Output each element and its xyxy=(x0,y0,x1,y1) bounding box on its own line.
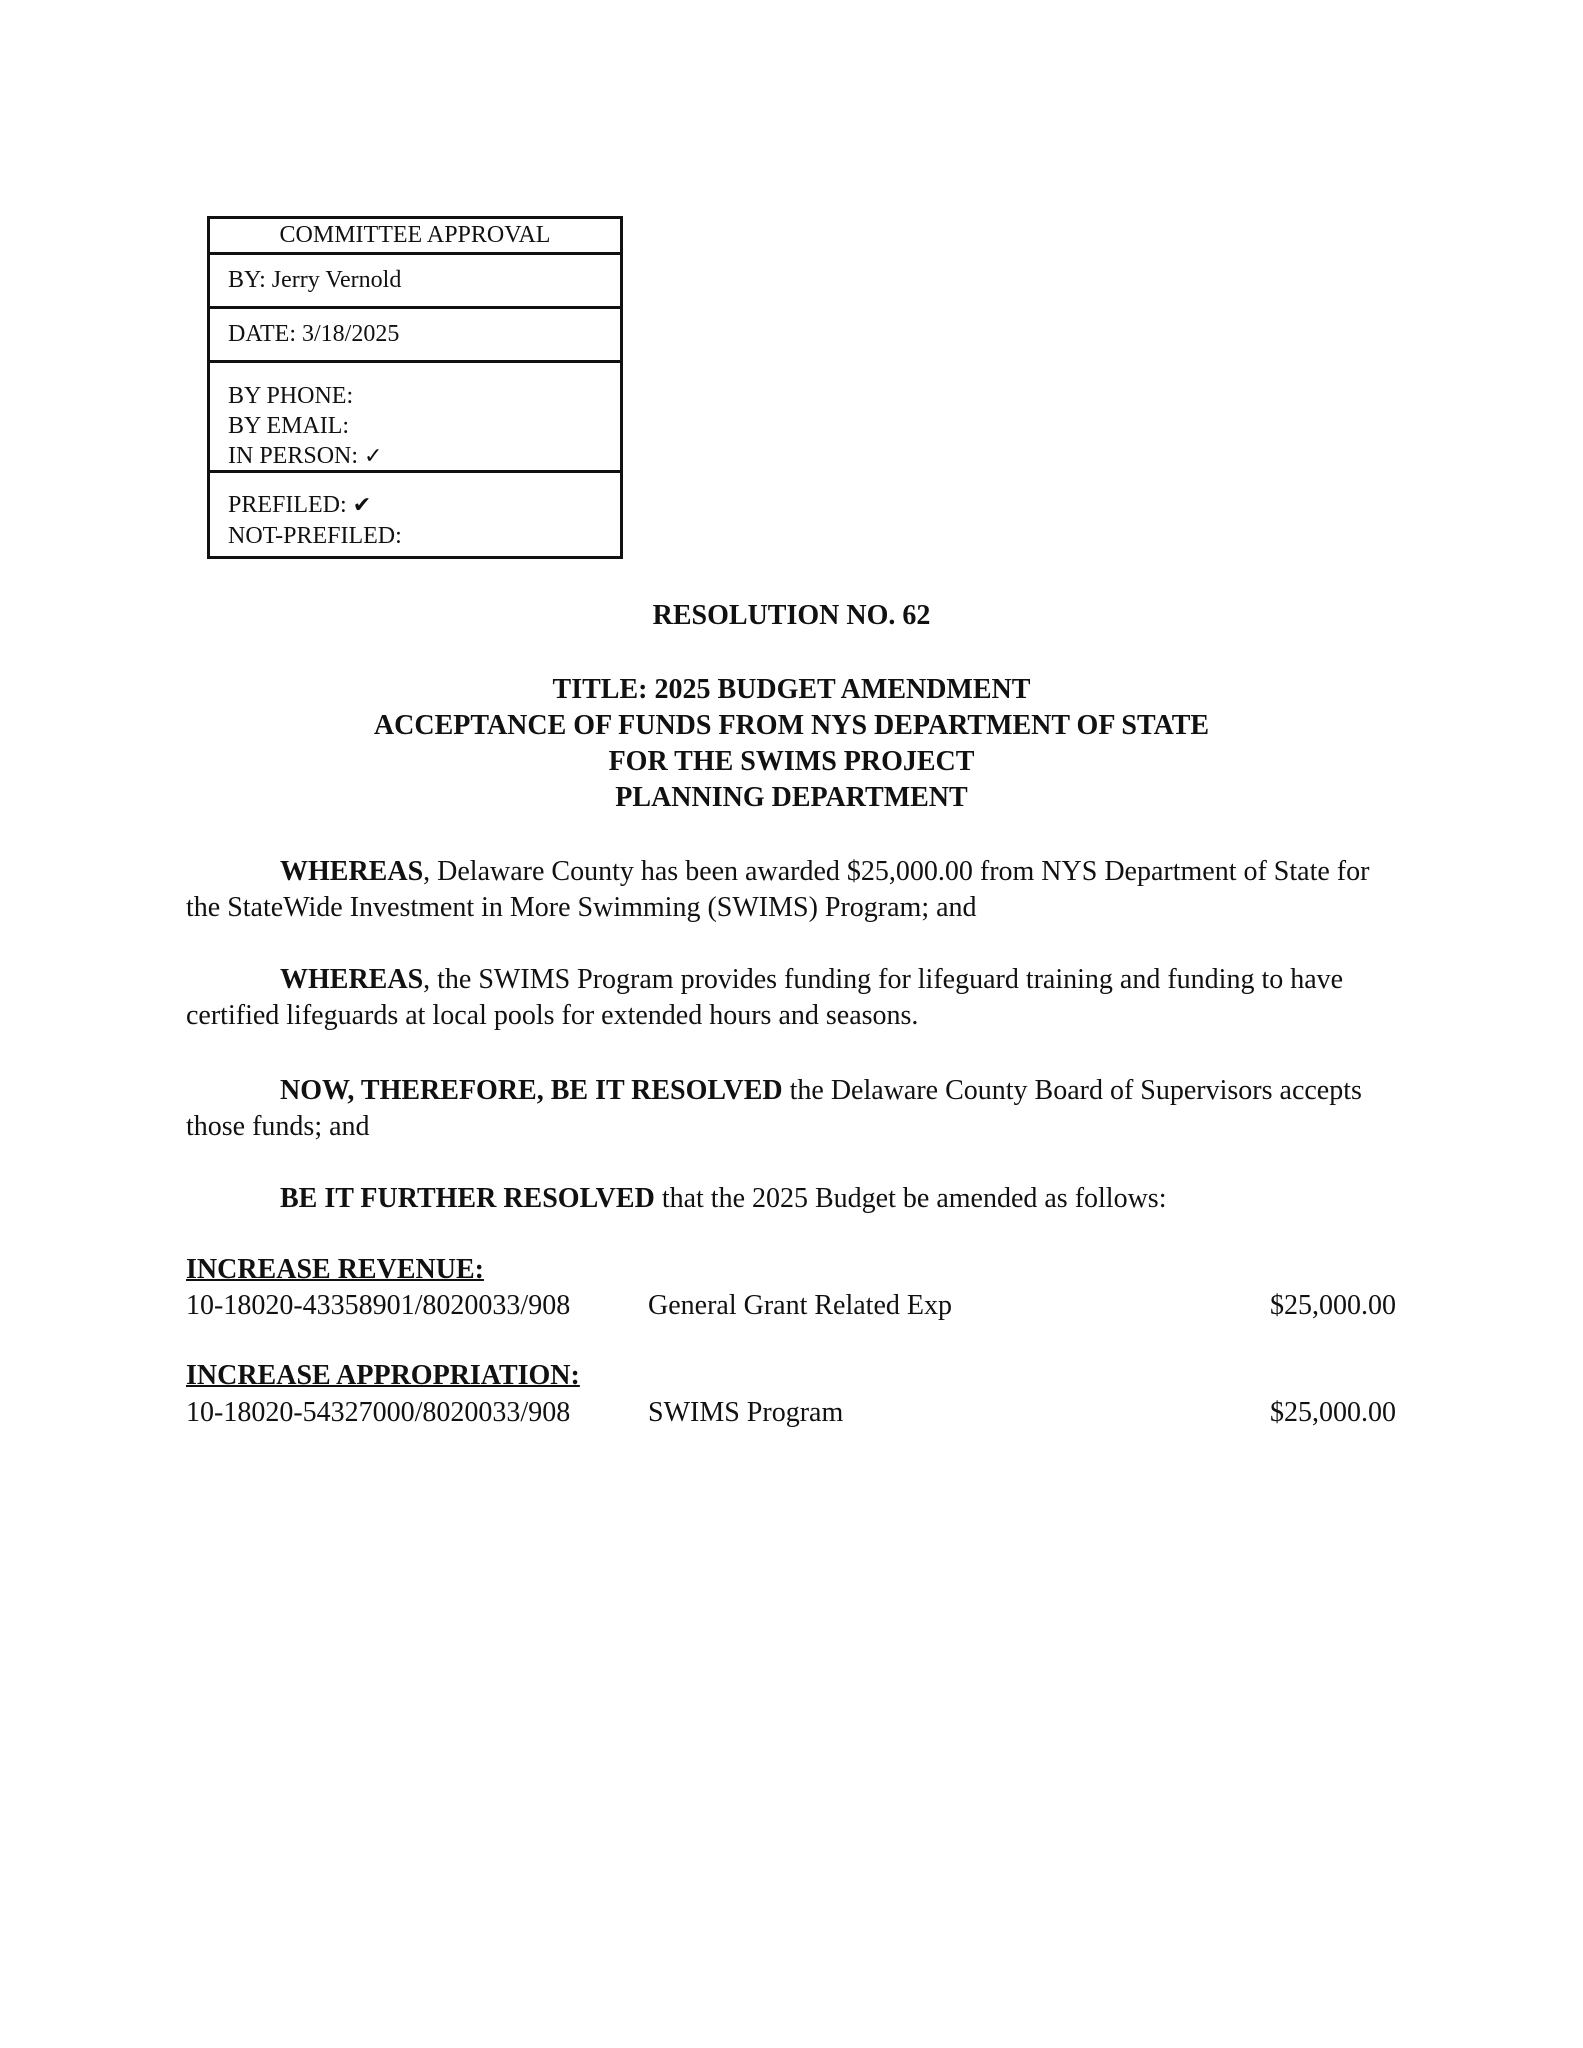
title-line: ACCEPTANCE OF FUNDS FROM NYS DEPARTMENT OF STATE xyxy=(373,710,1210,741)
paragraph-text: the Delaware County Board of Supervisors accepts those funds; and xyxy=(186,1075,1362,1142)
increase-appropriation-heading: INCREASE APPROPRIATION: xyxy=(186,1360,580,1391)
account-number: 10-18020-43358901/8020033/908 xyxy=(186,1290,571,1321)
resolution-number: RESOLUTION NO. 62 xyxy=(652,600,931,631)
in-person-label: IN PERSON: xyxy=(228,443,359,469)
paragraph-lead: WHEREAS xyxy=(280,856,424,887)
line-description: General Grant Related Exp xyxy=(648,1290,952,1321)
title-line: FOR THE SWIMS PROJECT xyxy=(608,746,975,777)
whereas-paragraph-2 xyxy=(186,962,1406,1034)
approval-by: BY: Jerry Vernold xyxy=(210,252,620,306)
prefiled-label: PREFILED: xyxy=(228,492,347,518)
revenue-line-item xyxy=(186,1290,1396,1326)
paragraph-lead: WHEREAS xyxy=(280,964,424,995)
checkmark-icon: ✓ xyxy=(364,444,383,469)
whereas-paragraph-1 xyxy=(186,854,1406,926)
by-phone-label: BY PHONE: xyxy=(228,383,354,409)
committee-approval-box xyxy=(207,216,623,559)
paragraph-text: , Delaware County has been awarded $25,000.00 from NYS Department of State for the StateWide Investment in More Swimming (SWIMS) Program; and xyxy=(186,856,1370,923)
checkmark-icon: ✔ xyxy=(352,493,372,518)
account-number: 10-18020-54327000/8020033/908 xyxy=(186,1397,571,1428)
approval-header: COMMITTEE APPROVAL xyxy=(279,222,551,248)
by-email-label: BY EMAIL: xyxy=(228,413,350,439)
increase-revenue-heading: INCREASE REVENUE: xyxy=(186,1254,484,1285)
approval-method xyxy=(210,360,620,470)
title-line: PLANNING DEPARTMENT xyxy=(615,782,968,813)
resolution-title xyxy=(0,672,1583,816)
approval-date: DATE: 3/18/2025 xyxy=(210,306,620,360)
title-line: TITLE: 2025 BUDGET AMENDMENT xyxy=(552,674,1031,705)
line-amount: $25,000.00 xyxy=(1270,1397,1396,1428)
prefiled-row xyxy=(228,490,602,521)
paragraph-text: that the 2025 Budget be amended as follows: xyxy=(654,1183,1167,1214)
not-prefiled-label: NOT-PREFILED: xyxy=(228,523,402,549)
resolved-paragraph xyxy=(186,1073,1406,1145)
paragraph-lead: BE IT FURTHER RESOLVED xyxy=(280,1183,655,1214)
approval-prefile xyxy=(210,470,620,556)
appropriation-line-item xyxy=(186,1397,1396,1433)
paragraph-text: , the SWIMS Program provides funding for lifeguard training and funding to have certified lifeguards at local pools for extended hours and seasons. xyxy=(186,964,1344,1031)
line-amount: $25,000.00 xyxy=(1270,1290,1396,1321)
paragraph-lead: NOW, THEREFORE, BE IT RESOLVED xyxy=(280,1075,783,1106)
in-person-row xyxy=(228,441,602,472)
line-description: SWIMS Program xyxy=(648,1397,844,1428)
further-resolved-paragraph xyxy=(186,1181,1406,1217)
